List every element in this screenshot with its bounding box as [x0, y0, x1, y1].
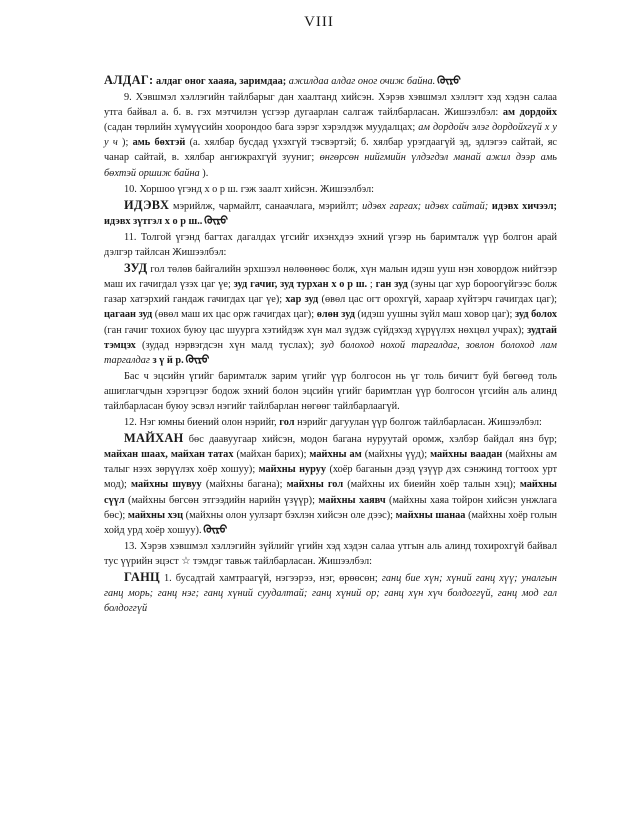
headword-text: ЗУД [124, 261, 148, 276]
body-text: ). [199, 167, 209, 179]
mongolian-script-mark: ᠬᠦᠷᠦ [435, 75, 461, 87]
body-text: (майхны ам талыг нээх зөрүүлэх хоёр хошуу); [104, 449, 557, 476]
body-text: (зуны цаг хур бороогүйгээс болж газар хатэрхий гандаж гачигдах цаг үе); [104, 279, 558, 306]
headword-text: өлөн зуд [316, 309, 355, 321]
example-entry-idevh [104, 198, 557, 229]
body-text: 1. бусадтай хамтраагүй, нэгээрээ, нэг, өрөөсөн; [159, 573, 382, 584]
body-text: (майхны үүд); [361, 449, 431, 461]
body-text: (майхны хоёр голын хойд урд хоёр хошуу). [104, 509, 557, 536]
mongolian-script-mark: ᠬᠦᠷᠦ [201, 523, 228, 536]
body-text: 13. Хэрэв хэвшмэл хэллэгийн зүйлийг үгийн хэд хэдэн салаа утгын аль алинд тохирохгүй байвал тус үүрийн эцэст ☆ тэмдэг тавьж тайлбарласан. Жишээлбэл: [104, 540, 557, 567]
body-text: (майхны хаяа тойрон хийсэн унжлага бөс); [104, 494, 557, 521]
paragraph-12 [104, 415, 557, 430]
example-usage-text: ам дордойч элэг дордойхгүй х у у ч [104, 122, 557, 149]
body-text: 12. Нэг юмны биений олон нэрийг, [124, 417, 280, 429]
example-usage-text: зуд болоход нохой таргалдаг, зовлон болоход лам таргалдаг [104, 339, 557, 366]
paragraph-13 [104, 539, 557, 569]
paragraph-11 [104, 230, 557, 260]
body-text: (ган гачиг тохиох буюу цас шуурга хэтийдэж хүн мал зүдэж сүйдэхэд хүрүүлэх нөхцөл учрах); [104, 324, 528, 336]
example-usage-text: ганц бие хүн; хүний ганц хүү; уналгын ганц морь; ганц нэг; ганц хүний суудалтай; ганц хүний ор; ганц хүн хүч болдоггүй, ганц мод гал болдоггүй [104, 573, 557, 615]
body-text: (майхны бөгсөн этгээдийн нарийн үзүүр); [124, 494, 319, 506]
body-text: (майхны олон уулзарт бэхлэн хийсэн оле дээс); [183, 509, 396, 521]
headword-text: амь бөхтэй [132, 137, 186, 149]
headword-text: ИДЭВХ [124, 197, 170, 212]
example-entry-gants [104, 570, 557, 616]
paragraph-10 [104, 182, 557, 197]
headword-text: гол [279, 417, 295, 429]
body-text: 9. Хэвшмэл хэллэгийн тайлбарыг дан хаалтанд хийсэн. Хэрэв хэвшмэл хэллэгт хэд хэдэн салаа утга байвал а. б. в. гэх мэтчилэн үсгээр дугаарлан салгаж тайлбарласан. Жишээлбэл: [104, 92, 557, 119]
headword-text: ган зуд [375, 279, 408, 291]
headword-text: ам дордойх [502, 107, 557, 119]
headword-text: майхны нуруу [258, 464, 327, 476]
body-text: (майхны багана); [201, 479, 287, 491]
headword-text: майхан шаах, майхан татах [104, 449, 234, 461]
headword-text: майхны сүүл [104, 479, 557, 506]
headword-text: майхны хэц [127, 509, 184, 521]
example-entry-zud [104, 261, 557, 368]
example-usage-text: идэвх гаргах; идэвх сайтай; [362, 200, 489, 212]
headword-text: майхны ам [309, 449, 362, 461]
mongolian-script-mark: ᠬᠦᠷᠦ [183, 353, 210, 366]
headword-text: майхны хаявч [318, 494, 386, 506]
headword-text: майхны гол [286, 479, 344, 491]
paragraph-11-continued [104, 369, 557, 414]
headword-text: МАЙХАН [124, 431, 184, 446]
headword-text: АЛДАГ: [104, 73, 154, 87]
headword-text: цагаан зуд [104, 309, 153, 321]
body-text: (майхан барих); [233, 449, 310, 461]
body-text: (зудад нэрвэгдсэн хүн малд туслах); [135, 339, 321, 351]
body-text: бөс даавуугаар хийсэн, модон багана нуруутай оромж, хэлбэр байдал янз бүр; [183, 434, 557, 446]
body-text: (өвөл цас огт орохгүй, хараар хүйтэрч гачигдах цаг); [318, 294, 558, 306]
example-entry-aldag [104, 73, 557, 89]
page-number: VIII [304, 14, 334, 30]
body-text: (хоёр баганын дээд үзүүр дэх сэнжинд тогтоох урт мод); [104, 464, 557, 491]
headword-text: зуд болох [514, 309, 558, 321]
headword-text: хар зуд [285, 294, 319, 306]
headword-text: майхны шувуу [131, 479, 202, 491]
headword-text: майхны шанаа [395, 509, 466, 521]
body-text: (өвөл маш их цас орж гачигдах цаг); [152, 309, 317, 321]
example-usage-text: ажилдаа алдаг оног очиж байна. [288, 76, 436, 87]
body-text: (а. хялбар бусдад үхэхгүй тэсвэртэй; б. хялбар урэгдаагүй эд, эдлэгээ сайтай, яс чанар сайтай, в. хялбар ангижрахгүй зууниг; [104, 137, 557, 164]
body-text: 10. Хоршоо үгэнд х о р ш. гэж заалт хийсэн. Жишээлбэл: [124, 183, 375, 195]
body-text: гол төлөв байгалийн эрхшээл нөлөөнөөс болж, хүн малын идэш ууш нэн ховордож нийтээр маш их гачигдал үзэх цаг үе; [104, 264, 557, 291]
headword-text: майхны ваадан [430, 449, 503, 461]
mongolian-script-mark: ᠬᠦᠷᠦ [202, 214, 229, 227]
body-text: (садан төрлийн хүмүүсийн хоорондоо бага зэрэг хэрэлдэж муудалцах; [104, 122, 419, 134]
headword-text: зудтай тэмцэх [104, 324, 557, 351]
headword-text: ГАНЦ [124, 570, 160, 584]
body-text: ); [117, 137, 133, 149]
example-usage-text: өнгөрсөн нийгмийн үлдэгдэл манай ажил дээр амь бөхтэй оршиж байна [104, 152, 557, 179]
body-text: ; [369, 279, 376, 291]
body-text: 11. Толгой үгэнд багтах дагалдах үгсийг ихэнхдээ эхний үгээр нь баримталж үүр болгон арай дэлгэр тайлсан Жишээлбэл: [104, 231, 557, 259]
body-text: Бас ч эцсийн үгийг баримталж зарим үгийг үүр болгосон нь үг толь бичигт буй бөгөөд толь ашиглагчдын хэрэгцээг бодож эхний болон эцсийн үгийг баримтлан үүр болгосон үгсийн аль алинд тайлбарласан буюу эсвэл нэгийг тайлбарлан нөгөөг тайлбарлаагүй. [104, 370, 557, 412]
body-text: мэрийлж, чармайлт, санаачлага, мэрийлт; [169, 200, 363, 212]
body-text: (идэш уушны зүйл маш ховор цаг); [354, 309, 515, 321]
headword-text: идэвх хичээл; идэвх зүтгэл х о р ш.. [104, 200, 557, 227]
example-entry-maihan [104, 431, 557, 538]
body-text: (майхны их биеийн хоёр талын хэц); [343, 479, 520, 491]
dictionary-introduction-text [104, 73, 557, 617]
body-text: нэрийг дагуулан үүр болгож тайлбарласан. Жишээлбэл: [294, 417, 542, 429]
headword-text: з ү й р. [149, 354, 184, 366]
headword-text: алдаг оног хааяа, заримдаа; [153, 76, 289, 87]
headword-text: зуд гачиг, зуд турхан х о р ш. [233, 279, 370, 291]
paragraph-9 [104, 90, 557, 181]
